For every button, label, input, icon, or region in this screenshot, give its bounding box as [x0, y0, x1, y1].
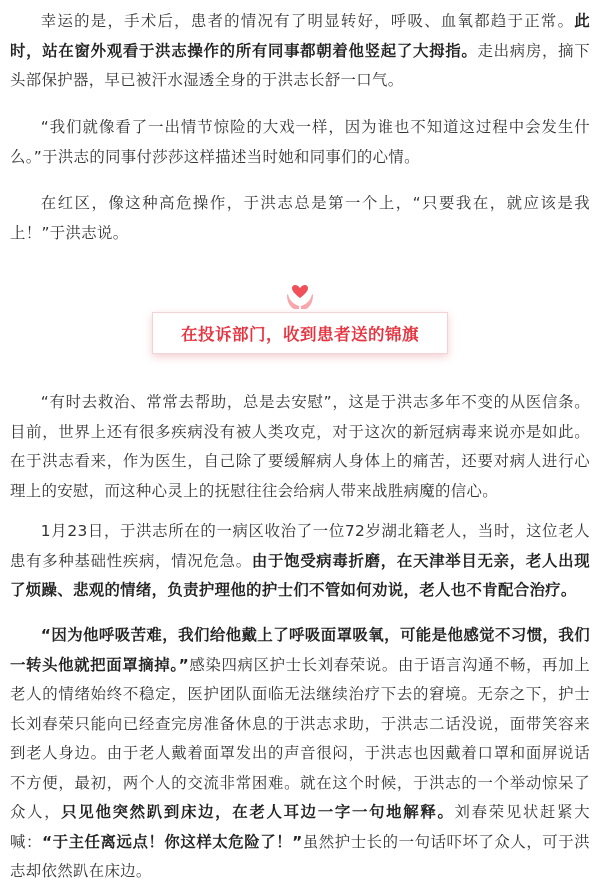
paragraph-elderly-patient	[10, 517, 590, 606]
p6-text-1: 感染四病区护士长刘春荣说。由于语言沟通不畅，再加上老人的情绪始终不稳定，医护团队面临无法继续治疗下去的窘境。无奈之下，护士长刘春荣只能向已经查完房准备休息的于洪志求助，于洪志二话没说，面带笑容来到老人身边。由于老人戴着面罩发出的声音很闷，于洪志也因戴着口罩和面屏说话不方便，最初，两个人的交流非常困难。就在这个时候，于洪志的一个举动惊呆了众人，	[10, 655, 590, 821]
p1-sentence-3: 走出病房，摘下头部保护器，早已被汗水湿透全身的于洪志长舒一口气。	[10, 41, 591, 89]
section-title: 在投诉部门，收到患者送的锦旗	[181, 325, 419, 344]
p6-bold-warning: “于主任离远点！你这样太危险了！”	[41, 832, 303, 851]
section-heading-box	[152, 312, 448, 354]
paragraph-medical-creed: “有时去救治、常常去帮助，总是去安慰”，这是于洪志多年不变的从医信条。目前，世界上还有很多疾病没有被人类攻克，对于这次的新冠病毒来说亦是如此。在于洪志看来，作为医生，自己除了要缓解病人身体上的痛苦，还要对病人进行心理上的安慰，而这种心灵上的抚慰往往会给病人带来战胜病魔的信心。	[10, 393, 590, 500]
p6-text-3: 虽然护士长的一句话吓坏了众人，可于洪志却依然趴在床边。	[10, 832, 590, 880]
paragraph-nurse-account	[10, 621, 590, 887]
p6-bold-quote: “因为他呼吸苦难，我们给他戴上了呼吸面罩吸氧，可能是他感觉不习惯，我们一转头他就把面罩摘掉。”	[10, 626, 590, 674]
p1-sentence-1: 幸运的是，手术后，患者的情况有了明显转好，呼吸、血氧都趋于正常。	[40, 12, 575, 30]
paragraph-colleague-quote: “我们就像看了一出情节惊险的大戏一样，因为谁也不知道这过程中会发生什么。”于洪志的同事付莎莎这样描述当时她和同事们的心情。	[10, 118, 590, 166]
p5-sentence-1: 1月23日，于洪志所在的一病区收治了一位72岁湖北籍老人，当时，这位老人患有多种基础性疾病，情况危急。	[10, 522, 590, 570]
p1-bold-thumbs-up: 此时，站在窗外观看于洪志操作的所有同事都朝着他竖起了大拇指。	[10, 12, 590, 60]
p6-bold-action: 只见他突然趴到床边，在老人耳边一字一句地解释。	[61, 803, 455, 821]
heart-in-hands-icon	[284, 280, 316, 312]
paragraph-surgery-result	[10, 7, 590, 96]
p5-bold-emotions: 由于饱受病毒折磨，在天津举目无亲，老人出现了烦躁、悲观的情绪，负责护理他的护士们不管如何劝说，老人也不肯配合治疗。	[10, 551, 590, 599]
paragraph-red-zone: 在红区，像这种高危操作，于洪志总是第一个上，“只要我在，就应该是我上！”于洪志说。	[10, 194, 590, 242]
p6-text-2: 刘春荣见状赶紧大喊：	[10, 803, 590, 851]
